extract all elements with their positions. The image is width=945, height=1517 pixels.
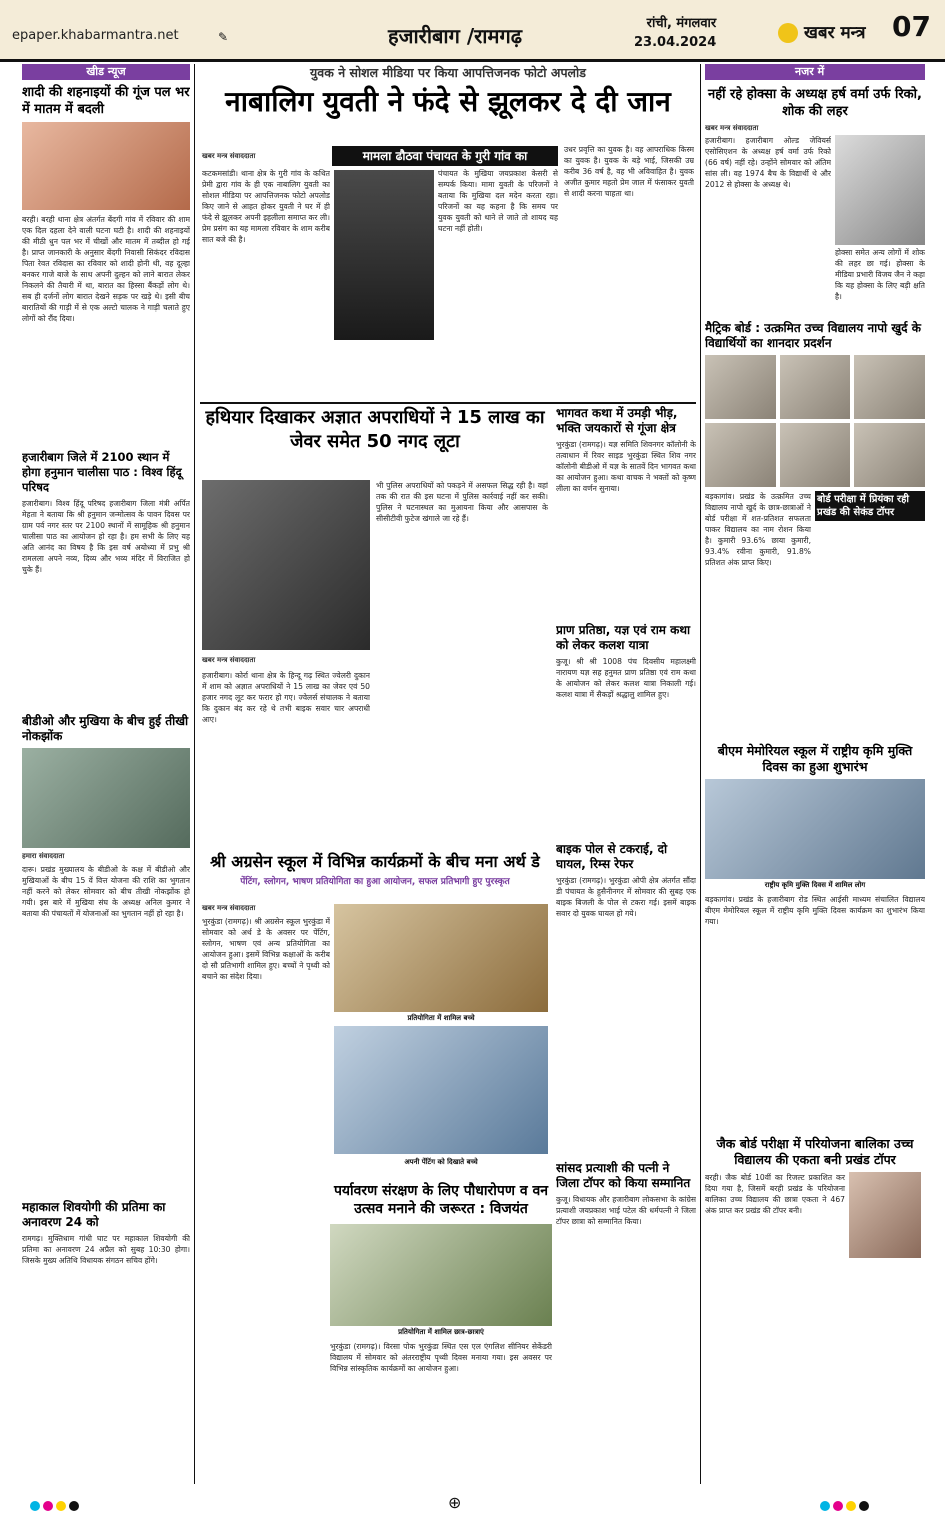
- school-photo-1: [334, 904, 548, 1012]
- earth-day-story: [200, 852, 550, 1182]
- earth-day-headline: श्री अग्रसेन स्कूल में विभिन्न कार्यक्रमों के बीच मना अर्थ डे: [210, 852, 540, 871]
- left-headline-3: बीडीओ और मुखिया के बीच हुई तीखी नोकझोंक: [22, 714, 189, 743]
- column-divider-right: [700, 64, 701, 1484]
- section-tag-right: नजर में: [705, 64, 925, 80]
- left-headline-2: हजारीबाग जिले में 2100 स्थान में होगा हनुमान चालीसा पाठ : विश्व हिंदू परिषद: [22, 450, 182, 494]
- page-number: 07: [892, 10, 931, 43]
- student-photo: [705, 423, 776, 487]
- color-dot: [56, 1501, 66, 1511]
- lead-story: [200, 64, 696, 404]
- mid-story-3: भुरकुंडा (रामगढ़)। भुरकुंडा ओपी क्षेत्र अंतर्गत सौंदा डी पंचायत के हुसैनीनगर में सोमवार की सुबह एक बाइक बिजली के पोल से टकरा गई। इसमें बाइक सवार दो युवक घायल हो गये।: [556, 876, 696, 918]
- color-dot: [43, 1501, 53, 1511]
- environment-story: [330, 1182, 552, 1486]
- left-byline: हमारा संवाददाता: [22, 852, 65, 860]
- student-photo: [780, 423, 851, 487]
- right-story-4: बरही। जैक बोर्ड 10वीं का रिजल्ट प्रकाशित कर दिया गया है, जिसमें बरही प्रखंड के परियोजना बालिका उच्च विद्यालय की छात्रा एकता ने 467 अंक प्राप्त कर प्रखंड की टॉपर बनी।: [705, 1173, 845, 1215]
- mid-headline-4: सांसद प्रत्याशी की पत्नी ने जिला टॉपर को किया सम्मानित: [556, 1161, 691, 1190]
- right-headline-4: जैक बोर्ड परीक्षा में परियोजना बालिका उच्च विद्यालय की एकता बनी प्रखंड टॉपर: [716, 1136, 914, 1167]
- left-headline-4: महाकाल शिवयोगी की प्रतिमा का अनावरण 24 को: [22, 1200, 166, 1229]
- lead-headline: नाबालिग युवती ने फंदे से झूलकर दे दी जान: [225, 85, 671, 118]
- environment-headline: पर्यावरण संरक्षण के लिए पौधारोपण व वन उत्सव मनाने की जरूरत : विजयंत: [333, 1183, 549, 1217]
- student-photo: [780, 355, 851, 419]
- brand-logo: [778, 20, 866, 43]
- left-story-2: हजारीबाग। विश्व हिंदू परिषद हजारीबाग जिला मंत्री अर्पित मेहता ने बताया कि श्री हनुमान जन्मोत्सव के पावन दिवस पर ग्राम पर्व नगर स्तर पर 2100 स्थानों में सामूहिक श्री हनुमान चालीसा पाठ का आयोजन हो रहा है। हम सभी के लिए यह अति आनंद का विषय है कि इस वर्ष अयोध्या में प्रभु श्री रामलला अपने नव्य, दिव्य और भव्य मंदिर में विराजित हो चुके हैं।: [22, 499, 190, 574]
- earth-day-deck: पेंटिंग, स्लोगन, भाषण प्रतियोगिता का हुआ आयोजन, सफल प्रतिभागी हुए पुरस्कृत: [240, 877, 510, 887]
- robbery-headline: हथियार दिखाकर अज्ञात अपराधियों ने 15 लाख का जेवर समेत 50 नगद लूटा: [205, 407, 545, 452]
- color-dot: [846, 1501, 856, 1511]
- mid-headline-2: प्राण प्रतिष्ठा, यज्ञ एवं राम कथा को लेकर कलश यात्रा: [556, 623, 691, 652]
- section-tag: खीड न्यूज: [22, 64, 190, 80]
- registration-mark-icon: ⊕: [448, 1493, 462, 1512]
- mid-story-4: कुजू। विधायक और हजारीबाग लोकसभा के कांग्रेस प्रत्याशी जयप्रकाश भाई पटेल की धर्मपत्नी ने जिला टॉपर छात्रा को सम्मानित किया।: [556, 1195, 696, 1226]
- right-story-2: बड़कागांव। प्रखंड के उत्क्रमित उच्च विद्यालय नापो खुर्द के छात्र-छात्राओं ने बोर्ड परीक्षा में शत-प्रतिशत सफलता पाकर विद्यालय का नाम रोशन किया है। कुमारी 93.6% छाया कुमारी, 93.4% रवीना कुमारी, 91.8% प्रतिशत अंक प्राप्त किए।: [705, 492, 811, 567]
- earth-day-text: भुरकुंडा (रामगढ़)। श्री अग्रसेन स्कूल भुरकुंडा में सोमवार को अर्थ डे के अवसर पर पेंटिंग, स्लोगन, भाषण एवं अन्य प्रतियोगिता का आयोजन हुआ। इसमें विभिन्न कक्षाओं के करीब दो सौ प्रतिभागी शामिल हुए। बच्चों ने पृथ्वी को बचाने का संदेश दिया।: [202, 917, 330, 981]
- topper-box: बोर्ड परीक्षा में प्रियंका रही प्रखंड की सेकंड टॉपर: [815, 491, 925, 521]
- obituary-photo: [835, 135, 925, 245]
- caption-3: प्रतियोगिता में शामिल छात्र-छात्राएं: [398, 1328, 484, 1336]
- mid-column: [556, 406, 696, 1486]
- right-headline-2: मैट्रिक बोर्ड : उत्क्रमित उच्च विद्यालय नापो खुर्द के विद्यार्थियों का शानदार प्रदर्शन: [705, 321, 921, 350]
- lead-subhead: मामला ढौठवा पंचायत के गुरी गांव का: [332, 146, 558, 166]
- lead-text-2: पंचायत के मुखिया जयप्रकाश केसरी से सम्पर्क किया। मामा युवती के परिजनों ने बताया कि मुखिया दल मदेन करता रहा। परिजनों का यह कहना है कि समय पर युवक युवती को थाने ले जाते तो शायद यह घटना नहीं होती।: [438, 169, 558, 233]
- lead-byline: खबर मन्त्र संवाददाता: [202, 152, 256, 160]
- right-story-1: हजारीबाग। हजारीबाग ओल्ड जेवियर्स एसोसिएशन के अध्यक्ष हर्ष वर्मा उर्फ रिको (66 वर्ष) नहीं रहे। उन्होंने सोमवार को अंतिम सांस ली। वह 1974 बैच के विद्यार्थी थे और 2012 से होक्सा के अध्यक्ष थे।: [705, 136, 831, 189]
- ekta-photo: [849, 1172, 921, 1258]
- caption-2: अपनी पेंटिंग को दिखाते बच्चे: [404, 1158, 478, 1166]
- robbery-text-2: भी पुलिस अपराधियों को पकड़ने में असफल सिद्ध रही है। वहां तक की रात की इस घटना में पुलिस कार्रवाई नहीं कर सकी। पुलिस ने घटनास्थल का मुआयना किया और आसपास के सीसीटीवी फुटेज खंगाले जा रहे हैं।: [376, 481, 548, 523]
- mid-story-1: भुरकुंडा (रामगढ़)। यज्ञ समिति शिवनगर कॉलोनी के तत्वाधान में रिवर साइड भुरकुंडा स्थित शिव नगर कॉलोनी बीडीओ में यज्ञ के सातवें दिन भागवत कथा का आयोजन हुआ। कथा वाचक ने भक्तों को कृष्ण लीला का वर्णन सुनाया।: [556, 440, 696, 493]
- caption-right: राष्ट्रीय कृमि मुक्ति दिवस में शामिल लोग: [764, 881, 866, 889]
- deworming-photo: [705, 779, 925, 879]
- lead-kicker: युवक ने सोशल मीडिया पर किया आपत्तिजनक फोटो अपलोड: [310, 65, 586, 80]
- right-column: [705, 64, 925, 1486]
- column-divider: [194, 64, 195, 1484]
- right-story-1b: होक्सा समेत अन्य लोगों में शोक की लहर छा गई। होक्सा के मीडिया प्रभारी विजय जैन ने कहा कि यह होक्सा के लिए बड़ी क्षति है।: [835, 248, 925, 301]
- robbery-story: [200, 406, 550, 850]
- environment-text: भुरकुंडा (रामगढ़)। विरसा पोक भुरकुंडा स्थित एस एल एंगलिश सीनियर सेकेंडरी विद्यालय में सोमवार को अंतरराष्ट्रीय पृथ्वी दिवस मनाया गया। इस अवसर पर विभिन्न सांस्कृतिक कार्यक्रमों का आयोजन हुआ।: [330, 1342, 552, 1373]
- right-headline-1: नहीं रहे होक्सा के अध्यक्ष हर्ष वर्मा उर्फ रिको, शोक की लहर: [708, 87, 922, 119]
- cursor-icon: ✎: [218, 30, 229, 44]
- print-marks: [0, 1488, 945, 1517]
- earth-day-byline: खबर मन्त्र संवाददाता: [202, 904, 256, 912]
- date-line-1: रांची, मंगलवार: [646, 16, 717, 31]
- mid-story-2: कुजू। श्री श्री 1008 पंच दिवसीय महालक्ष्मी नारायण यज्ञ सह हनुमत प्राण प्रतिष्ठा एवं राम कथा के आयोजन को लेकर कलश यात्रा निकाली गई। कलश यात्रा में सैकड़ों श्रद्धालु शामिल हुए।: [556, 657, 696, 699]
- lead-text-3: उधर प्रवृत्ति का युवक है। वह आपराधिक किस्म का युवक है। युवक के बड़े भाई, जिसकी उम्र करीब 36 वर्ष है, वह भी अविवाहित है। युवक अजीत कुमार महतो प्रेम जाल में फंसाकर युवती से शादी करना चाहता था।: [564, 145, 694, 198]
- logo-icon: [778, 23, 798, 43]
- robbers-image: [202, 480, 370, 650]
- student-photo: [854, 355, 925, 419]
- color-dots-left: [30, 1496, 82, 1515]
- left-story-1: बरही। बरही थाना क्षेत्र अंतर्गत बेंदगी गांव में रविवार की शाम एक दिल दहला देने वाली घटना घटी है। शादी की शहनाइयों की मीठी धुन पल भर में चीखों और मातम में तब्दील हो गई है। प्राप्त जानकारी के अनुसार बेंदगी निवासी सिकंदर रविदास पिता रेवत रविदास का रविवार को शादी होनी थी, वह दूल्हा बनकर गाजे बाजे के साथ अपनी दुल्हन को लाने बारात लेकर निकलने की तैयारी में था, बारात का हिस्सा बैंकड़ों लोग थे। सब ही दर्जनों लोग बारात देखने सड़क पर खड़े थे। इसी बीच बारातियों की गाड़ी में से एक अल्टो चालक ने गाड़ी चलाते हुए लोगों को रौंद दिया।: [22, 215, 190, 323]
- section-rule: [200, 402, 696, 404]
- color-dots-right: [820, 1496, 872, 1515]
- right-headline-3: बीएम मेमोरियल स्कूल में राष्ट्रीय कृमि मुक्ति दिवस का हुआ शुभारंभ: [717, 743, 913, 774]
- color-dot: [69, 1501, 79, 1511]
- color-dot: [820, 1501, 830, 1511]
- caption-1: प्रतियोगिता में शामिल बच्चे: [407, 1014, 475, 1022]
- edition-title: हजारीबाग /रामगढ़: [388, 24, 522, 48]
- color-dot: [859, 1501, 869, 1511]
- student-photo: [705, 355, 776, 419]
- student-photo: [854, 423, 925, 487]
- lead-text-1: कटकमसांडी। थाना क्षेत्र के गुरी गांव के कथित प्रेमी द्वारा गांव के ही एक नाबालिग युवती का सोशल मीडिया पर आपत्तिजनक फोटो अपलोड किए जाने से आहत होकर युवती ने घर में ही फंदे से झूलकर अपनी इहलीला समाप्त कर ली। प्रेम प्रसंग का यह मामला रविवार के शाम करीब सात बजे की है।: [202, 169, 330, 244]
- mid-headline-1: भागवत कथा में उमड़ी भीड़, भक्ति जयकारों से गूंजा क्षेत्र: [556, 406, 678, 435]
- wedding-image: [22, 122, 190, 210]
- robbery-text-1: हजारीबाग। कोर्रा थाना क्षेत्र के हिन्दू गढ़ स्थित ज्वेलरी दुकान में शाम को अज्ञात अपराधियों ने 15 लाख का जेवर एवं 50 हजार नगद लूट कर फरार हो गए। ज्वेलर्स संचालक ने बताया कि दुकान बंद कर रहे थे तभी बाइक सवार चार अपराधी आए।: [202, 671, 370, 724]
- mid-headline-3: बाइक पोल से टकराई, दो घायल, रिम्स रेफर: [556, 842, 668, 871]
- right-story-3: बड़कागांव। प्रखंड के हजारीबाग रोड स्थित आईसी माध्यम संचालित विद्यालय बीएम मेमोरियल स्कूल में राष्ट्रीय कृमि मुक्ति दिवस कार्यक्रम का शुभारंभ किया गया।: [705, 895, 925, 926]
- left-headline-1: शादी की शहनाइयों की गूंज पल भर में मातम में बदली: [22, 85, 190, 117]
- student-photo-grid: [705, 355, 925, 487]
- site-url[interactable]: epaper.khabarmantra.net: [12, 28, 179, 43]
- noose-image: [334, 170, 434, 340]
- left-story-3: दारू। प्रखंड मुख्यालय के बीडीओ के कक्ष में बीडीओ और मुखियाओं के बीच 15 वें वित्त योजना की राशि का भुगतान नहीं करने को लेकर सोमवार को बीच तीखी नोकझोंक हो गयी। इस बारे में मुखिया संघ के अध्यक्ष अनिल कुमार ने बताया की पंचायतों में योजनाओं का भुगतान नहीं हो रहा है।: [22, 865, 190, 918]
- color-dot: [833, 1501, 843, 1511]
- left-column: [22, 64, 190, 1486]
- school-photo-2: [334, 1026, 548, 1154]
- brand-name: खबर मन्त्र: [804, 23, 866, 43]
- page-header: [0, 0, 945, 62]
- color-dot: [30, 1501, 40, 1511]
- robbery-byline: खबर मन्त्र संवाददाता: [202, 656, 256, 664]
- date-line-2: 23.04.2024: [634, 35, 717, 50]
- bdo-meeting-image: [22, 748, 190, 848]
- environment-photo: [330, 1224, 552, 1326]
- left-story-4: रामगढ़। मुक्तिधाम गांधी घाट पर महाकाल शिवयोगी की प्रतिमा का अनावरण 24 अप्रैल को सुबह 10:30 होगा। जिसके मुख्य अतिथि विधायक संगठन सचिव होंगे।: [22, 1234, 190, 1265]
- right-byline: खबर मन्त्र संवाददाता: [705, 124, 759, 132]
- date-block: [634, 14, 716, 52]
